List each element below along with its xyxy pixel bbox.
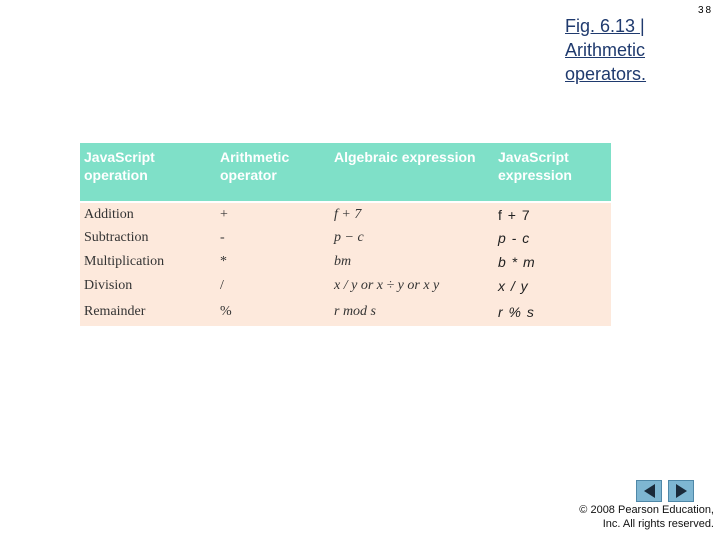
table-row <box>80 278 611 298</box>
operation-cell: Addition <box>84 207 134 222</box>
previous-slide-button[interactable] <box>636 480 662 502</box>
table-row <box>80 304 611 324</box>
table-row <box>80 254 611 274</box>
js-expression-cell: x / y <box>498 278 529 294</box>
algebraic-cell: r mod s <box>334 304 377 319</box>
title-line-3: operators. <box>565 64 647 84</box>
algebraic-cell: f + 7 <box>334 207 362 222</box>
copyright-notice <box>554 503 714 531</box>
algebraic-cell: p − c <box>334 230 364 245</box>
algebraic-cell: bm <box>334 254 352 269</box>
title-line-2: Arithmetic <box>565 40 646 60</box>
operator-cell: + <box>220 207 228 222</box>
table-row <box>80 207 611 227</box>
js-expression-cell: p - c <box>498 230 531 246</box>
operators-table <box>80 143 611 326</box>
header-js-expression: JavaScript expression <box>498 149 572 183</box>
js-expression-cell: f + 7 <box>498 207 531 223</box>
operation-cell: Subtraction <box>84 230 149 245</box>
operator-cell: * <box>220 254 227 269</box>
slide-title[interactable] <box>565 14 685 86</box>
slide-navigation <box>636 480 694 502</box>
header-algebraic-expression: Algebraic expression <box>334 149 476 165</box>
operation-cell: Remainder <box>84 304 146 319</box>
algebraic-cell: x / y or x ÷ y or x y <box>334 278 440 293</box>
operation-cell: Division <box>84 278 133 293</box>
arrow-right-icon <box>676 484 687 498</box>
title-line-1: Fig. 6.13 | <box>565 16 645 36</box>
js-expression-cell: r % s <box>498 304 535 320</box>
operator-cell: - <box>220 230 225 245</box>
slide-number: 38 <box>698 5 714 16</box>
next-slide-button[interactable] <box>668 480 694 502</box>
operator-cell: % <box>220 304 232 319</box>
js-expression-cell: b * m <box>498 254 536 270</box>
operation-cell: Multiplication <box>84 254 165 269</box>
table-body <box>80 201 611 326</box>
table-header <box>80 143 611 201</box>
copyright-line-1: © 2008 Pearson Education, <box>579 504 714 516</box>
header-js-operation: JavaScript operation <box>84 149 155 183</box>
arrow-left-icon <box>644 484 655 498</box>
header-arithmetic-operator: Arithmetic operator <box>220 149 290 183</box>
table-row <box>80 230 611 250</box>
operator-cell: / <box>220 278 224 293</box>
copyright-line-2: Inc. All rights reserved. <box>602 518 714 530</box>
